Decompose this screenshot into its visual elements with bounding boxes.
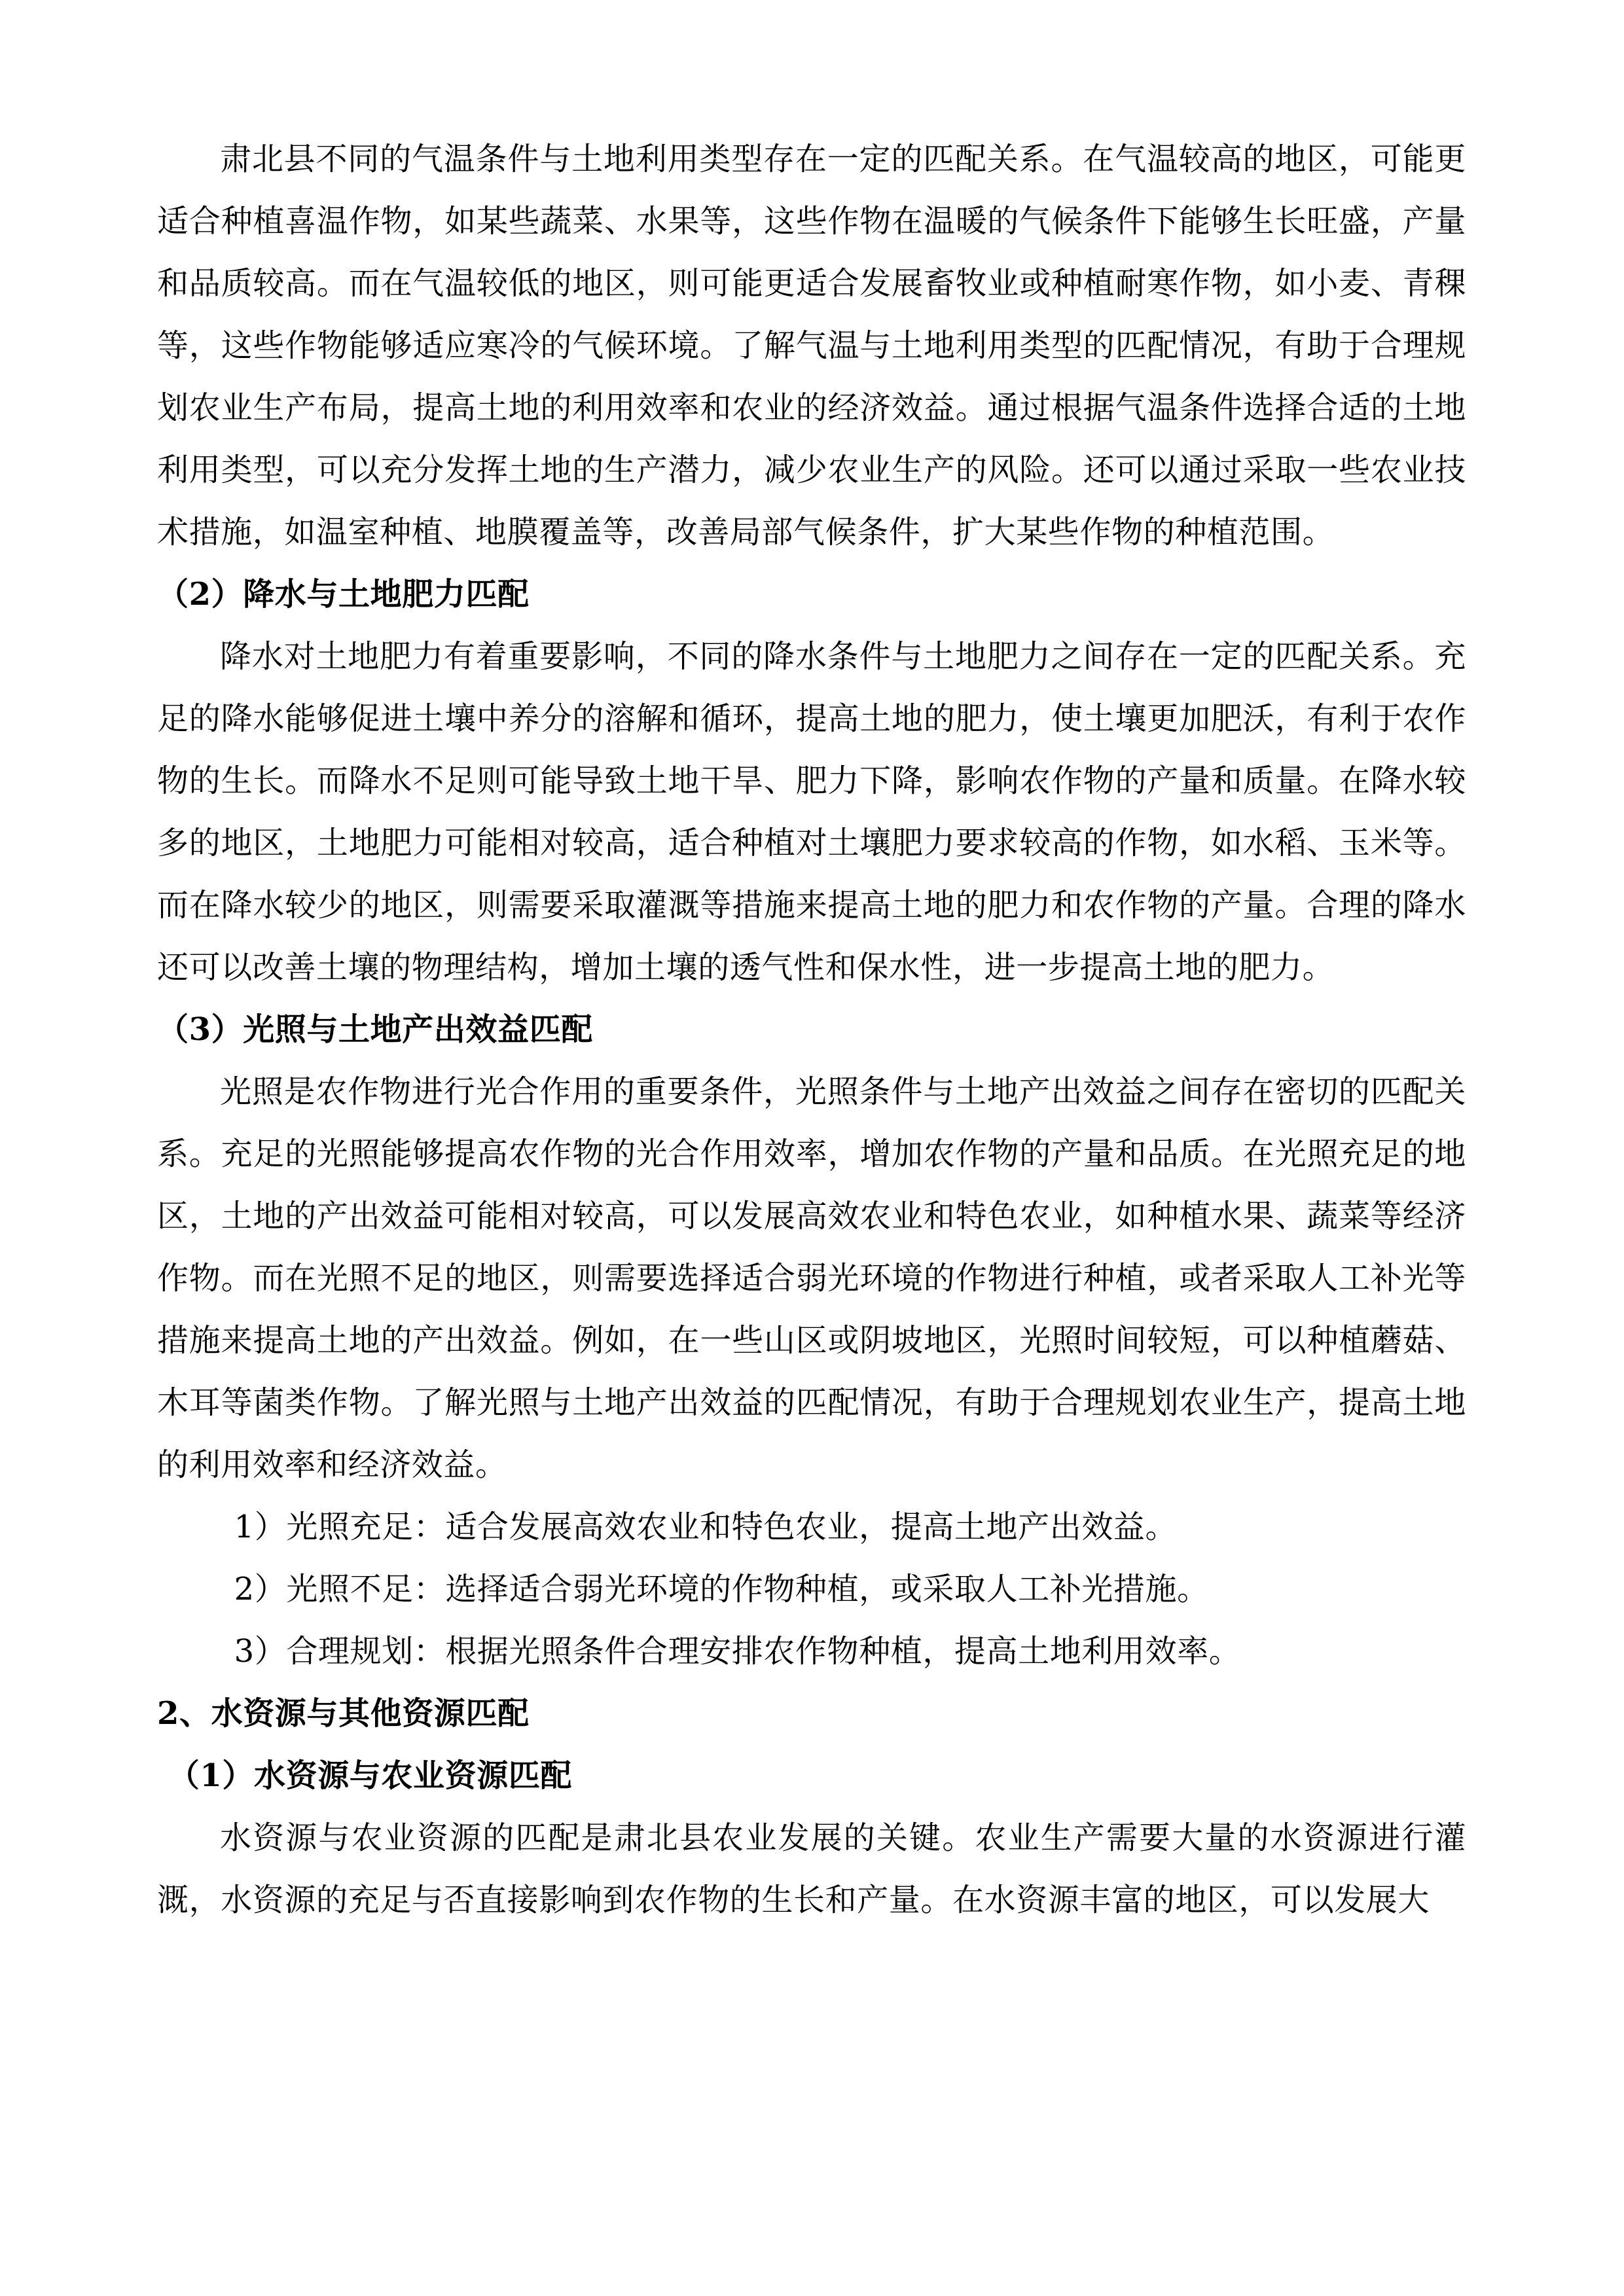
heading-sunlight-land-output: （3）光照与土地产出效益匹配	[157, 1011, 593, 1048]
paragraph-sunlight-land-output: 光照是农作物进行光合作用的重要条件，光照条件与土地产出效益之间存在密切的匹配关系。充足的光照能够提高农作物的光合作用效率，增加农作物的产量和品质。在光照充足的地区，土地的产出效益可能相对较高，可以发展高效农业和特色农业，如种植水果、蔬菜等经济作物。而在光照不足的地区，则需要选择适合弱光环境的作物进行种植，或者采取人工补光等措施来提高土地的产出效益。例如，在一些山区或阴坡地区，光照时间较短，可以种植蘑菇、木耳等菌类作物。了解光照与土地产出效益的匹配情况，有助于合理规划农业生产，提高土地的利用效率和经济效益。	[157, 1073, 1466, 1483]
document-body	[157, 128, 1466, 1931]
list-item-rational-planning: 3）合理规划：根据光照条件合理安排农作物种植，提高土地利用效率。	[234, 1633, 1241, 1670]
heading-precipitation-soil-fertility: （2）降水与土地肥力匹配	[157, 576, 530, 613]
paragraph-temperature-landuse: 肃北县不同的气温条件与土地利用类型存在一定的匹配关系。在气温较高的地区，可能更适合种植喜温作物，如某些蔬菜、水果等，这些作物在温暖的气候条件下能够生长旺盛，产量和品质较高。而在气温较低的地区，则可能更适合发展畜牧业或种植耐寒作物，如小麦、青稞等，这些作物能够适应寒冷的气候环境。了解气温与土地利用类型的匹配情况，有助于合理规划农业生产布局，提高土地的利用效率和农业的经济效益。通过根据气温条件选择合适的土地利用类型，可以充分发挥土地的生产潜力，减少农业生产的风险。还可以通过采取一些农业技术措施，如温室种植、地膜覆盖等，改善局部气候条件，扩大某些作物的种植范围。	[157, 141, 1466, 550]
heading-water-other-resources: 2、水资源与其他资源匹配	[157, 1695, 530, 1732]
list-item-sunlight-insufficient: 2）光照不足：选择适合弱光环境的作物种植，或采取人工补光措施。	[234, 1571, 1209, 1607]
heading-water-agriculture-resources: （1）水资源与农业资源匹配	[168, 1757, 572, 1794]
list-item-sunlight-sufficient: 1）光照充足：适合发展高效农业和特色农业，提高土地产出效益。	[234, 1509, 1178, 1545]
paragraph-water-agriculture-resources: 水资源与农业资源的匹配是肃北县农业发展的关键。农业生产需要大量的水资源进行灌溉，水资源的充足与否直接影响到农作物的生长和产量。在水资源丰富的地区，可以发展大	[157, 1820, 1466, 1918]
paragraph-precipitation-soil-fertility: 降水对土地肥力有着重要影响，不同的降水条件与土地肥力之间存在一定的匹配关系。充足的降水能够促进土壤中养分的溶解和循环，提高土地的肥力，使土壤更加肥沃，有利于农作物的生长。而降水不足则可能导致土地干旱、肥力下降，影响农作物的产量和质量。在降水较多的地区，土地肥力可能相对较高，适合种植对土壤肥力要求较高的作物，如水稻、玉米等。而在降水较少的地区，则需要采取灌溉等措施来提高土地的肥力和农作物的产量。合理的降水还可以改善土壤的物理结构，增加土壤的透气性和保水性，进一步提高土地的肥力。	[157, 638, 1466, 986]
